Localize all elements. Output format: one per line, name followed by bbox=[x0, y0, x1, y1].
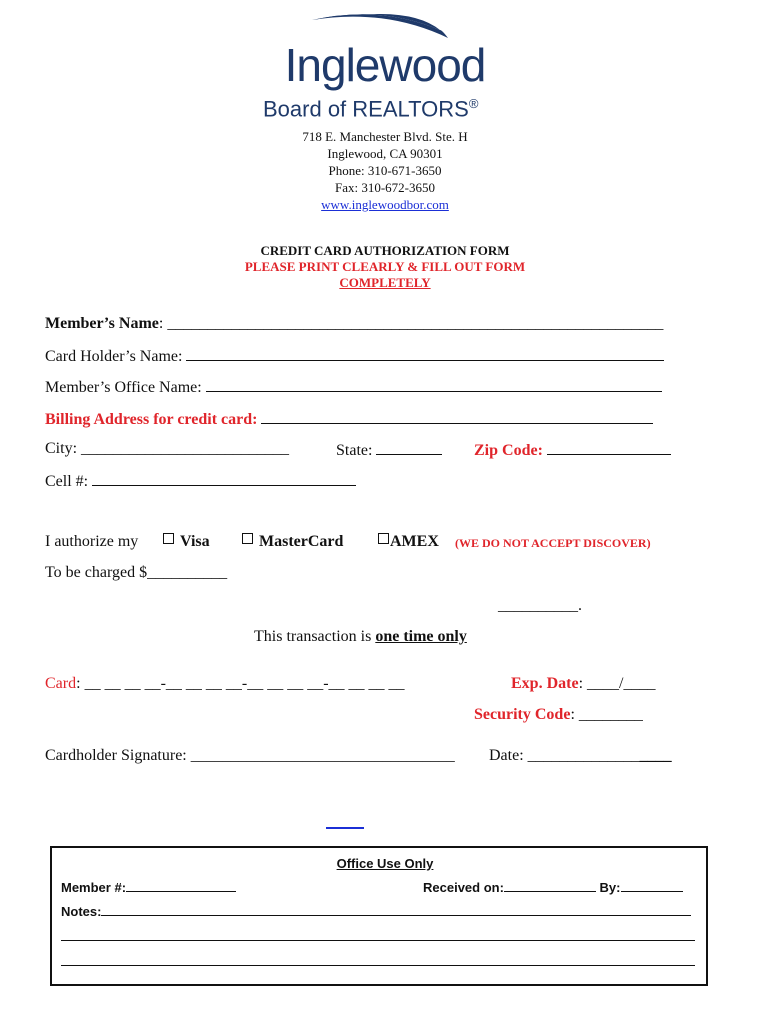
cell-field[interactable] bbox=[92, 471, 356, 486]
amex-option[interactable] bbox=[378, 533, 439, 551]
visa-checkbox[interactable] bbox=[163, 533, 174, 544]
card-colon: : bbox=[76, 675, 81, 692]
state-row bbox=[336, 440, 442, 460]
office-use-title-wrap bbox=[0, 856, 770, 871]
member-name-field[interactable]: ______________________________________________________________ bbox=[167, 315, 664, 332]
date-field[interactable]: ______________ bbox=[527, 747, 640, 764]
form-title: CREDIT CARD AUTHORIZATION FORM bbox=[260, 243, 510, 258]
card-holder-field[interactable] bbox=[186, 346, 664, 361]
member-name-label: Member’s Name bbox=[45, 315, 159, 332]
mastercard-checkbox[interactable] bbox=[242, 533, 253, 544]
exp-date-field[interactable]: ____/____ bbox=[587, 675, 656, 692]
notes-line-3[interactable] bbox=[61, 965, 695, 966]
visa-label: Visa bbox=[180, 533, 210, 550]
address-phone: Phone: 310-671-3650 bbox=[328, 163, 442, 178]
date-row bbox=[489, 747, 672, 765]
website-link[interactable]: www.inglewoodbor.com bbox=[321, 197, 449, 212]
card-number-field[interactable]: __ __ __ __-__ __ __ __-__ __ __ __-__ __ __ __ bbox=[84, 675, 405, 692]
notes-row bbox=[61, 903, 691, 919]
card-holder-label: Card Holder’s Name: bbox=[45, 348, 183, 365]
city-field[interactable]: __________________________ bbox=[81, 440, 290, 457]
cell-label: Cell #: bbox=[45, 473, 89, 490]
notes-field[interactable] bbox=[101, 903, 691, 916]
logo-subtitle-text: Board of REALTORS bbox=[263, 96, 469, 122]
transaction-prefix: This transaction is bbox=[254, 628, 372, 645]
amex-label: AMEX bbox=[390, 533, 439, 550]
billing-address-row bbox=[45, 409, 653, 429]
logo-subtitle bbox=[263, 96, 478, 122]
city-label: City: bbox=[45, 440, 78, 457]
card-number-row bbox=[45, 675, 405, 693]
zip-row bbox=[474, 440, 671, 460]
member-name-row bbox=[45, 315, 663, 333]
form-instruction-2-text: COMPLETELY bbox=[339, 275, 431, 290]
card-holder-row bbox=[45, 346, 664, 366]
notes-label: Notes: bbox=[61, 904, 102, 919]
member-name-colon: : bbox=[158, 315, 168, 332]
authorize-prefix: I authorize my bbox=[45, 533, 139, 550]
zip-label: Zip Code: bbox=[474, 442, 543, 459]
amex-checkbox[interactable] bbox=[378, 533, 389, 544]
signature-row bbox=[45, 747, 455, 765]
date-label: Date: bbox=[489, 747, 524, 764]
mastercard-option[interactable] bbox=[242, 533, 343, 551]
signature-field[interactable]: Cardholder Signature: _________________________________ bbox=[45, 747, 455, 764]
exp-date-row: Exp. Date: ____/____ bbox=[511, 675, 656, 692]
date-field-tail[interactable]: ____ bbox=[639, 747, 672, 764]
received-on-field[interactable] bbox=[504, 879, 596, 892]
extra-blank-line[interactable]: __________. bbox=[498, 597, 582, 614]
zip-field[interactable] bbox=[547, 440, 671, 455]
blue-underline-mark bbox=[326, 827, 364, 829]
office-use-title: Office Use Only bbox=[336, 856, 434, 871]
city-row bbox=[45, 440, 289, 458]
exp-date-label: Exp. Date bbox=[511, 675, 579, 692]
registered-mark: ® bbox=[468, 96, 479, 111]
address-fax: Fax: 310-672-3650 bbox=[334, 180, 436, 195]
state-label: State: bbox=[336, 442, 373, 459]
cell-row bbox=[45, 471, 356, 491]
office-name-label: Member’s Office Name: bbox=[45, 379, 202, 396]
received-row bbox=[423, 879, 683, 895]
office-name-field[interactable] bbox=[206, 377, 662, 392]
charge-amount-field[interactable]: To be charged $__________ bbox=[45, 564, 228, 581]
form-instruction: PLEASE PRINT CLEARLY & FILL OUT FORM bbox=[244, 259, 526, 274]
mastercard-label: MasterCard bbox=[259, 533, 344, 550]
security-code-row bbox=[474, 706, 643, 724]
state-field[interactable] bbox=[376, 440, 442, 455]
website-link-wrap bbox=[0, 197, 770, 213]
security-code-field[interactable]: : ________ bbox=[570, 706, 643, 723]
logo-wordmark: Inglewood bbox=[284, 39, 486, 91]
billing-address-field[interactable] bbox=[261, 409, 653, 424]
received-on-label: Received on: bbox=[423, 880, 504, 895]
by-label: By: bbox=[599, 880, 621, 895]
member-number-row bbox=[61, 879, 236, 895]
form-instruction-2 bbox=[0, 275, 770, 291]
notes-line-2[interactable] bbox=[61, 940, 695, 941]
address-street: 718 E. Manchester Blvd. Ste. H bbox=[302, 129, 468, 144]
member-number-label: Member #: bbox=[61, 880, 127, 895]
visa-option[interactable] bbox=[163, 533, 210, 551]
office-name-row bbox=[45, 377, 662, 397]
transaction-note bbox=[254, 628, 467, 646]
discover-note: (WE DO NOT ACCEPT DISCOVER) bbox=[455, 536, 651, 550]
billing-address-label: Billing Address for credit card: bbox=[45, 411, 258, 428]
card-label: Card bbox=[45, 675, 77, 692]
member-number-field[interactable] bbox=[126, 879, 236, 892]
address-city: Inglewood, CA 90301 bbox=[327, 146, 443, 161]
by-field[interactable] bbox=[621, 879, 683, 892]
transaction-emphasis: one time only bbox=[375, 628, 467, 645]
security-code-label: Security Code bbox=[474, 706, 571, 723]
